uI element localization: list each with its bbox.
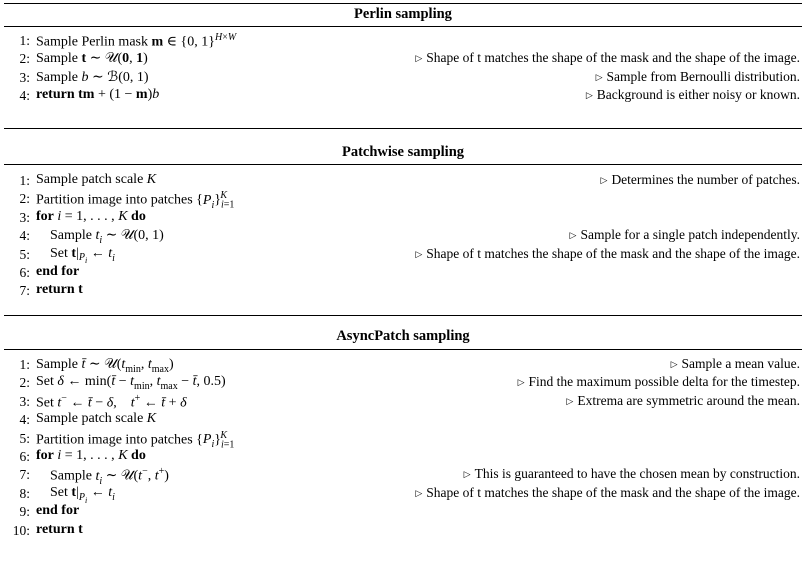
algo-line — [0, 374, 806, 392]
line-number: 8: — [19, 485, 30, 501]
title-rule-1 — [4, 26, 802, 27]
line-body: Sample t̄ ∼ $𝒰(t_{min}$, $t_{max}$) — [36, 357, 174, 375]
algo-line — [0, 69, 806, 87]
line-body: Sample $t_i$ ∼ 𝒰(t−, t+) — [50, 466, 169, 487]
line-body: return tm + (1 − m)b — [36, 87, 160, 103]
algo-line — [0, 503, 806, 521]
algo-line — [0, 246, 806, 264]
comment-triangle-icon: ▷ — [517, 377, 525, 388]
algo-line — [0, 429, 806, 451]
line-number: 5: — [19, 430, 30, 446]
line-number: 4: — [19, 412, 30, 428]
line-body: Set δ ← min(t̄ − $t_{min}$, $t_{max}$ − t̄, 0.5) — [36, 374, 226, 393]
line-number: 3: — [19, 69, 30, 85]
line-comment: ▷ Extrema are symmetric around the mean. — [566, 392, 800, 408]
algorithm-title-asyncpatch: AsyncPatch sampling — [336, 328, 470, 344]
line-body: Set t− ← t̄ − δ, t+ ← t̄ + δ — [36, 392, 187, 411]
line-body: Set $t|_{P_i}$ ← $t_i$ — [50, 484, 115, 505]
comment-triangle-icon: ▷ — [463, 469, 471, 480]
line-number: 1: — [19, 173, 30, 188]
algorithm-title-patchwise: Patchwise sampling — [341, 144, 465, 160]
algo-line — [0, 87, 806, 105]
comment-triangle-icon: ▷ — [415, 487, 423, 498]
algo-line — [0, 411, 806, 429]
line-comment: ▷ This is guaranteed to have the chosen mean by construction. — [463, 466, 800, 482]
comment-triangle-icon: ▷ — [595, 71, 603, 82]
algo-line — [0, 282, 806, 300]
algorithm-asyncpatch — [0, 356, 806, 540]
line-body: Sample $t_i$ ∼ 𝒰(0, 1) — [50, 228, 164, 246]
line-number: 4: — [19, 88, 30, 104]
line-body: Partition image into patches $\{P_i\}_{i=1}^K$ — [36, 429, 235, 451]
algo-line — [0, 393, 806, 411]
algo-line — [0, 209, 806, 227]
line-number: 3: — [19, 209, 30, 225]
line-body: for i = 1, . . . , K do — [36, 208, 146, 224]
line-body: Set $t|_{P_i}$ ← $t_i$ — [50, 245, 115, 266]
line-number: 2: — [19, 51, 30, 67]
line-number: 9: — [19, 504, 30, 520]
line-comment: ▷ Determines the number of patches. — [600, 172, 800, 187]
line-number: 10: — [12, 522, 30, 538]
line-number: 6: — [19, 264, 30, 280]
line-body: return t — [36, 521, 83, 537]
algorithm-title-perlin: Perlin sampling — [354, 6, 452, 22]
line-number: 1: — [19, 33, 30, 48]
line-comment: ▷ Find the maximum possible delta for the timestep. — [517, 374, 800, 390]
comment-triangle-icon: ▷ — [415, 53, 423, 64]
line-number: 6: — [19, 448, 30, 464]
comment-triangle-icon: ▷ — [585, 90, 593, 101]
comment-triangle-icon: ▷ — [600, 175, 608, 185]
algo-line — [0, 448, 806, 466]
algo-line — [0, 485, 806, 503]
line-body: end for — [36, 503, 80, 519]
line-number: 4: — [19, 228, 30, 244]
line-body: return t — [36, 282, 83, 298]
line-number: 2: — [19, 191, 30, 207]
line-body: Sample t ∼ 𝒰(0, 1) — [36, 51, 148, 67]
algo-line — [0, 522, 806, 540]
line-comment: ▷ Background is either noisy or known. — [585, 87, 800, 103]
comment-triangle-icon: ▷ — [566, 395, 574, 406]
line-comment: ▷ Sample from Bernoulli distribution. — [595, 68, 800, 84]
title-rule-3 — [4, 349, 802, 350]
line-number: 5: — [19, 246, 30, 262]
line-comment: ▷ Sample a mean value. — [670, 356, 800, 371]
algorithm-perlin — [0, 32, 806, 106]
line-comment: ▷ Sample for a single patch independently. — [569, 227, 800, 243]
algorithm-patchwise — [0, 172, 806, 301]
line-body: for i = 1, . . . , K do — [36, 447, 146, 463]
line-number: 1: — [19, 357, 30, 372]
algo-line — [0, 264, 806, 282]
algo-line — [0, 32, 806, 50]
line-body: Sample b ∼ ℬ(0, 1) — [36, 69, 149, 85]
line-number: 7: — [19, 467, 30, 483]
line-comment: ▷ Shape of t matches the shape of the mask and the shape of the image. — [415, 245, 800, 261]
line-comment: ▷ Shape of t matches the shape of the mask and the shape of the image. — [415, 484, 800, 500]
line-body: Sample Perlin mask m ∈ {0, 1}$^{H\times W}$ — [36, 32, 237, 50]
line-body: end for — [36, 263, 80, 279]
top-rule-3 — [4, 315, 802, 316]
line-comment: ▷ Shape of t matches the shape of the mask and the shape of the image. — [415, 50, 800, 66]
algo-line — [0, 227, 806, 245]
algo-line — [0, 172, 806, 190]
line-number: 3: — [19, 393, 30, 409]
title-rule-2 — [4, 164, 802, 165]
comment-triangle-icon: ▷ — [569, 230, 577, 241]
algo-line — [0, 50, 806, 68]
line-body: Sample patch scale K — [36, 172, 157, 187]
comment-triangle-icon: ▷ — [415, 248, 423, 259]
line-number: 2: — [19, 375, 30, 391]
top-rule-2 — [4, 128, 802, 129]
top-rule-1 — [4, 3, 802, 4]
algo-line — [0, 466, 806, 487]
algo-line — [0, 356, 806, 374]
algo-line — [0, 190, 806, 211]
comment-triangle-icon: ▷ — [670, 359, 678, 369]
line-body: Sample patch scale K — [36, 411, 157, 427]
line-body: Partition image into patches $\{P_i\}_{i=1}^K$ — [36, 190, 235, 211]
line-number: 7: — [19, 283, 30, 299]
